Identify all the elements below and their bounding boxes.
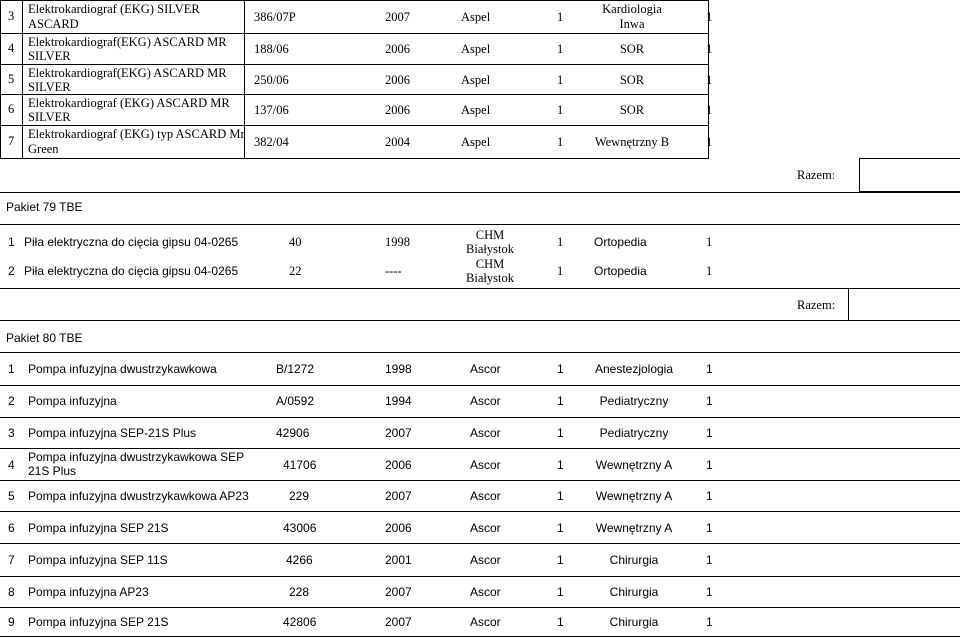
department: Ortopedia: [594, 235, 647, 249]
manufacturer-line2: Białystok: [466, 242, 514, 256]
manufacturer: Aspel: [461, 135, 491, 149]
inventory-number: 41706: [283, 458, 317, 472]
year: 1998: [385, 362, 412, 376]
total: 1: [706, 394, 713, 408]
total: 1: [706, 458, 713, 472]
device-name-line2: 21S Plus: [28, 464, 77, 478]
manufacturer-line1: CHM: [475, 257, 505, 271]
total: 1: [706, 135, 713, 149]
inventory-number: 386/07P: [254, 10, 296, 24]
row-number: 4: [8, 41, 15, 55]
year: 2007: [385, 10, 410, 24]
manufacturer: Ascor: [470, 426, 501, 440]
year: 2006: [385, 42, 410, 56]
inventory-number: 40: [289, 235, 302, 249]
department: SOR: [619, 103, 645, 117]
manufacturer: Ascor: [470, 521, 501, 535]
device-name: Piła elektryczna do cięcia gipsu 04-0265: [24, 264, 239, 278]
total: 1: [706, 73, 713, 87]
device-name-line2: SILVER: [28, 110, 71, 124]
row-number: 7: [8, 553, 15, 567]
total: 1: [706, 235, 713, 249]
total: 1: [706, 521, 713, 535]
row-number: 3: [8, 9, 15, 23]
quantity: 1: [557, 585, 564, 599]
device-name-line1: Elektrokardiograf (EKG) ASCARD MR: [28, 96, 230, 110]
device-name-line1: Elektrokardiograf(EKG) ASCARD MR: [28, 66, 227, 80]
manufacturer: Aspel: [461, 42, 491, 56]
quantity: 1: [557, 10, 564, 24]
inventory-number: 43006: [283, 521, 317, 535]
row-number: 2: [8, 264, 15, 278]
quantity: 1: [557, 73, 564, 87]
year: 2007: [385, 615, 412, 629]
row-number: 4: [8, 458, 15, 472]
inventory-number: 229: [289, 489, 310, 503]
row-number: 3: [8, 426, 15, 440]
inventory-number: 4266: [286, 553, 313, 567]
year: 2006: [385, 521, 412, 535]
year: 1994: [385, 394, 412, 408]
quantity: 1: [557, 458, 564, 472]
department: Chirurgia: [609, 615, 659, 629]
row-number: 7: [8, 134, 15, 148]
year: 2006: [385, 103, 410, 117]
device-name: Pompa infuzyjna SEP 21S: [28, 615, 169, 629]
device-name-line1: Elektrokardiograf (EKG) SILVER: [28, 2, 200, 16]
department: Pediatryczny: [599, 426, 669, 440]
inventory-number: 188/06: [254, 42, 289, 56]
row-number: 6: [8, 521, 15, 535]
year: 2007: [385, 489, 412, 503]
inventory-number: 42906: [276, 426, 310, 440]
total: 1: [706, 615, 713, 629]
year: 2007: [385, 585, 412, 599]
total: 1: [706, 426, 713, 440]
device-name: Pompa infuzyjna: [28, 394, 117, 408]
total: 1: [706, 103, 713, 117]
inventory-number: 250/06: [254, 73, 289, 87]
row-number: 2: [8, 394, 15, 408]
section-title: Pakiet 79 TBE: [6, 200, 83, 214]
device-name: Pompa infuzyjna SEP-21S Plus: [28, 426, 197, 440]
inventory-number: 42806: [283, 615, 317, 629]
manufacturer: Ascor: [470, 362, 501, 376]
quantity: 1: [557, 362, 564, 376]
inventory-number: 137/06: [254, 103, 289, 117]
department: Wewnętrzny A: [595, 521, 673, 535]
inventory-number: A/0592: [276, 394, 315, 408]
department: Wewnętrzny A: [595, 489, 673, 503]
year: 2004: [385, 135, 410, 149]
quantity: 1: [557, 42, 564, 56]
device-name: Piła elektryczna do cięcia gipsu 04-0265: [24, 235, 239, 249]
device-name-line1: Elektrokardiograf (EKG) typ ASCARD Mr: [28, 127, 245, 141]
manufacturer: Ascor: [470, 458, 501, 472]
quantity: 1: [557, 103, 564, 117]
row-number: 1: [8, 235, 15, 249]
department: Chirurgia: [609, 553, 659, 567]
device-name-line1: Pompa infuzyjna dwustrzykawkowa SEP: [28, 450, 245, 464]
razem-label: Razem:: [797, 298, 836, 312]
year: 2007: [385, 426, 412, 440]
quantity: 1: [557, 615, 564, 629]
total: 1: [706, 489, 713, 503]
department: Wewnętrzny B: [594, 135, 670, 149]
quantity: 1: [557, 426, 564, 440]
inventory-number: 228: [289, 585, 310, 599]
device-name-line2: ASCARD: [28, 17, 79, 31]
manufacturer: Aspel: [461, 10, 491, 24]
year: ----: [385, 264, 402, 278]
department: Anestezjologia: [594, 362, 674, 376]
device-name: Pompa infuzyjna AP23: [28, 585, 149, 599]
row-number: 1: [8, 362, 15, 376]
department: SOR: [619, 73, 645, 87]
manufacturer: Aspel: [461, 103, 491, 117]
total: 1: [706, 42, 713, 56]
manufacturer-line2: Białystok: [466, 271, 514, 285]
device-name-line2: SILVER: [28, 49, 71, 63]
manufacturer: Aspel: [461, 73, 491, 87]
device-name: Pompa infuzyjna SEP 11S: [28, 553, 168, 567]
year: 2001: [385, 553, 412, 567]
row-number: 9: [8, 615, 15, 629]
section-title: Pakiet 80 TBE: [6, 331, 83, 345]
device-name-line1: Elektrokardiograf(EKG) ASCARD MR: [28, 35, 227, 49]
quantity: 1: [557, 394, 564, 408]
quantity: 1: [557, 489, 564, 503]
inventory-number: 382/04: [254, 135, 289, 149]
department: SOR: [619, 42, 645, 56]
inventory-number: B/1272: [276, 362, 315, 376]
total: 1: [706, 10, 713, 24]
row-number: 5: [8, 72, 15, 86]
total: 1: [706, 553, 713, 567]
manufacturer: Ascor: [470, 615, 501, 629]
quantity: 1: [557, 235, 564, 249]
total: 1: [706, 585, 713, 599]
year: 1998: [385, 235, 410, 249]
department-line2: Inwa: [619, 17, 645, 31]
quantity: 1: [557, 264, 564, 278]
department: Ortopedia: [594, 264, 647, 278]
quantity: 1: [557, 521, 564, 535]
department: Pediatryczny: [599, 394, 669, 408]
manufacturer-line1: CHM: [475, 228, 505, 242]
quantity: 1: [557, 553, 564, 567]
total: 1: [706, 264, 713, 278]
razem-label: Razem:: [797, 168, 836, 182]
department: Chirurgia: [609, 585, 659, 599]
year: 2006: [385, 73, 410, 87]
row-number: 5: [8, 489, 15, 503]
manufacturer: Ascor: [470, 585, 501, 599]
manufacturer: Ascor: [470, 553, 501, 567]
inventory-number: 22: [289, 264, 302, 278]
device-name: Pompa infuzyjna SEP 21S: [28, 521, 169, 535]
device-name: Pompa infuzyjna dwustrzykawkowa AP23: [28, 489, 249, 503]
manufacturer: Ascor: [470, 489, 501, 503]
manufacturer: Ascor: [470, 394, 501, 408]
device-name: Pompa infuzyjna dwustrzykawkowa: [28, 362, 217, 376]
department: Wewnętrzny A: [595, 458, 673, 472]
quantity: 1: [557, 135, 564, 149]
department-line1: Kardiologia: [602, 2, 662, 16]
device-name-line2: Green: [28, 142, 59, 156]
total: 1: [706, 362, 713, 376]
row-number: 8: [8, 585, 15, 599]
device-name-line2: SILVER: [28, 80, 71, 94]
year: 2006: [385, 458, 412, 472]
row-number: 6: [8, 102, 15, 116]
